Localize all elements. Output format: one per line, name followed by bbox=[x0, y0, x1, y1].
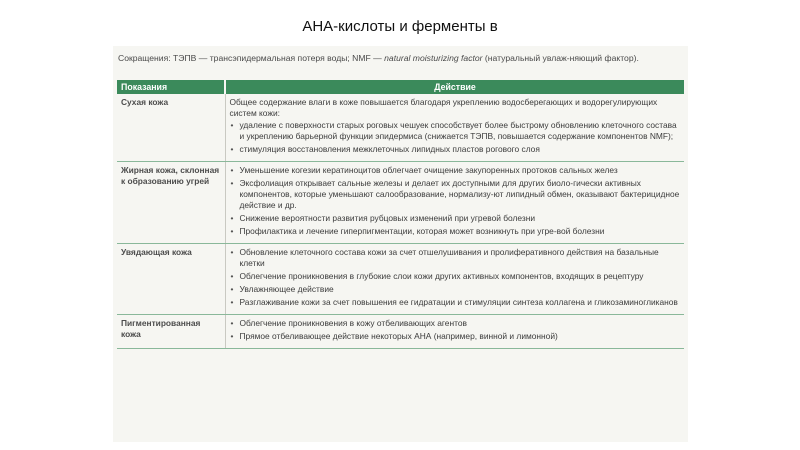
table-row bbox=[117, 244, 684, 315]
action-list bbox=[230, 247, 681, 308]
abbreviations-text-b: (натуральный увлаж-няющий фактор). bbox=[482, 53, 639, 63]
abbreviations-prefix: Сокращения: bbox=[118, 53, 174, 63]
list-item: • Обновление клеточного состава кожи за счет отшелушивания и пролиферативного действия на базальные клетки bbox=[230, 247, 681, 269]
indication-cell: Жирная кожа, склонная к образованию угрей bbox=[117, 162, 225, 244]
action-cell bbox=[225, 162, 684, 244]
action-list bbox=[230, 120, 681, 155]
list-item: • Разглаживание кожи за счет повышения ее гидратации и стимуляции синтеза коллагена и гликозаминогликанов bbox=[230, 297, 681, 308]
action-lead: Общее содержание влаги в коже повышается благодаря укреплению водосберегающих и водорегулирующих систем кожи: bbox=[229, 97, 658, 118]
action-cell bbox=[225, 94, 684, 162]
action-cell bbox=[225, 244, 684, 315]
action-list bbox=[230, 165, 681, 237]
abbreviations-note bbox=[118, 52, 683, 64]
list-item: • Увлажняющее действие bbox=[230, 284, 681, 295]
list-item: • удаление с поверхности старых роговых чешуек способствует более быстрому обновлению клеточного состава и укреплению барьерной функции эпидермиса (снижается ТЭПВ, повышается содержание компонентов NMF); bbox=[230, 120, 681, 142]
action-list bbox=[230, 318, 681, 342]
abbreviations-text-a: ТЭПВ — трансэпидермальная потеря воды; NMF — bbox=[173, 53, 385, 63]
action-cell bbox=[225, 315, 684, 349]
table-header-row bbox=[117, 80, 684, 94]
list-item: • стимуляция восстановления межклеточных липидных пластов рогового слоя bbox=[230, 144, 681, 155]
header-indications: Показания bbox=[117, 80, 225, 94]
table-row bbox=[117, 94, 684, 162]
list-item: • Прямое отбеливающее действие некоторых АНА (например, винной и лимонной) bbox=[230, 331, 681, 342]
abbreviations-nmf: natural moisturizing factor bbox=[384, 53, 483, 63]
list-item: • Облегчение проникновения в кожу отбеливающих агентов bbox=[230, 318, 681, 329]
indication-cell: Пигментированная кожа bbox=[117, 315, 225, 349]
table-row bbox=[117, 162, 684, 244]
list-item: • Уменьшение когезии кератиноцитов облегчает очищение закупоренных протоков сальных желез bbox=[230, 165, 681, 176]
slide-title: АНА-кислоты и ферменты в bbox=[302, 18, 498, 35]
indication-cell: Увядающая кожа bbox=[117, 244, 225, 315]
indications-table bbox=[117, 80, 684, 349]
list-item: • Облегчение проникновения в глубокие слои кожи других активных компонентов, входящих в рецептуру bbox=[230, 271, 681, 282]
indication-cell: Сухая кожа bbox=[117, 94, 225, 162]
list-item: • Эксфолиация открывает сальные железы и делает их доступными для других биоло-гически активных компонентов, которые уменьшают салообразование, нормализу-ют липидный обмен, оказывают бактерицидное действие и др. bbox=[230, 178, 681, 211]
header-action: Действие bbox=[225, 80, 684, 94]
list-item: • Снижение вероятности развития рубцовых изменений при угревой болезни bbox=[230, 213, 681, 224]
table-row bbox=[117, 315, 684, 349]
list-item: • Профилактика и лечение гиперпигментации, которая может возникнуть при угре-вой болезни bbox=[230, 226, 681, 237]
